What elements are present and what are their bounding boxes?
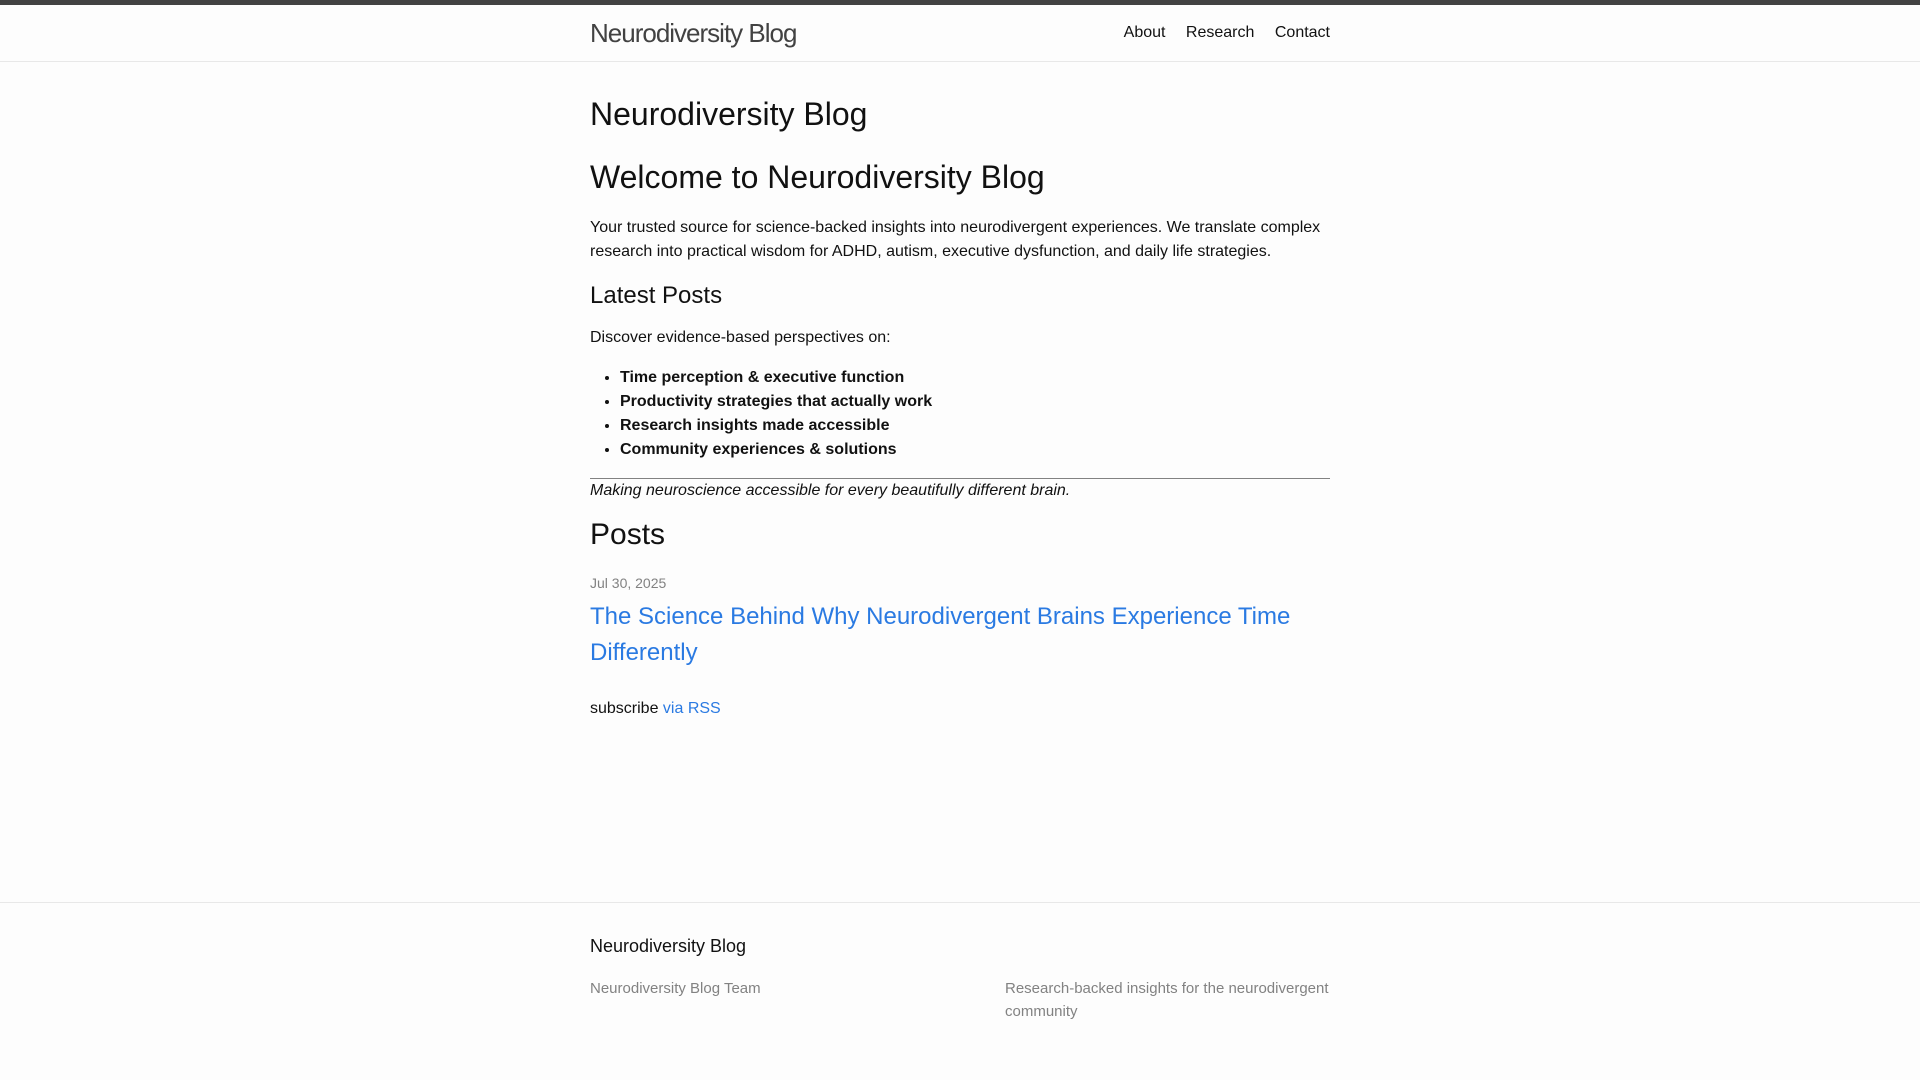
footer-columns bbox=[590, 977, 1330, 1023]
subscribe-line bbox=[590, 697, 1330, 721]
posts-heading: Posts bbox=[590, 518, 666, 551]
post-list-item bbox=[590, 573, 1330, 671]
nav-about-link[interactable]: About bbox=[1123, 24, 1166, 41]
site-nav bbox=[1108, 5, 1330, 61]
site-title-link[interactable]: Neurodiversity Blog bbox=[590, 18, 797, 48]
list-item: • Productivity strategies that actually work bbox=[620, 390, 1330, 414]
page-heading: Neurodiversity Blog bbox=[590, 96, 868, 132]
page-content bbox=[0, 62, 1920, 902]
list-item: • Community experiences & solutions bbox=[620, 438, 1330, 462]
welcome-heading: Welcome to Neurodiversity Blog bbox=[590, 159, 1045, 195]
topics-list bbox=[590, 366, 1330, 462]
post-title-link[interactable]: The Science Behind Why Neurodivergent Brains Experience Time Differently bbox=[590, 603, 1291, 666]
rss-link[interactable]: via RSS bbox=[662, 700, 721, 717]
post-date: Jul 30, 2025 bbox=[590, 575, 667, 591]
list-item: • Research insights made accessible bbox=[620, 414, 1330, 438]
site-footer bbox=[0, 902, 1920, 1080]
content-wrapper bbox=[590, 93, 1330, 721]
footer-team: Neurodiversity Blog Team bbox=[590, 980, 761, 997]
nav-research-link[interactable]: Research bbox=[1185, 24, 1255, 41]
tagline: Making neuroscience accessible for every beautifully different brain. bbox=[590, 482, 1071, 499]
discover-text: Discover evidence-based perspectives on: bbox=[590, 329, 891, 346]
latest-posts-heading: Latest Posts bbox=[590, 282, 723, 309]
site-header bbox=[0, 0, 1920, 62]
subscribe-text: subscribe bbox=[590, 700, 663, 717]
list-item: • Time perception & executive function bbox=[620, 366, 1330, 390]
intro-paragraph: Your trusted source for science-backed insights into neurodivergent experiences. We translate complex research into practical wisdom for ADHD, autism, executive dysfunction, and daily life strategies. bbox=[590, 219, 1321, 260]
footer-heading: Neurodiversity Blog bbox=[590, 936, 747, 956]
nav-contact-link[interactable]: Contact bbox=[1274, 24, 1330, 41]
footer-wrapper bbox=[590, 935, 1330, 1023]
footer-description: Research-backed insights for the neurodivergent community bbox=[1005, 980, 1329, 1020]
